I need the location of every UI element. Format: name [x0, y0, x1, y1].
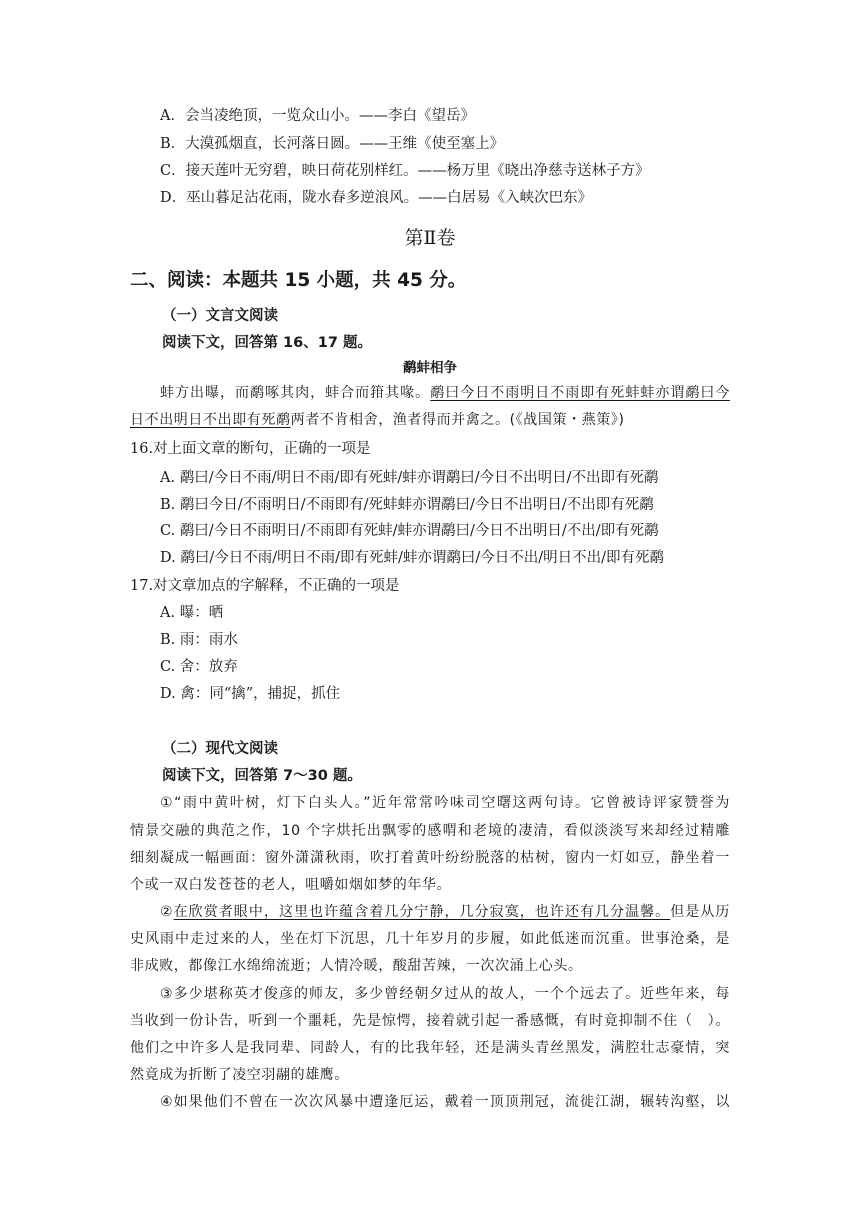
paragraph-2-line: 史风雨中走过来的人，坐在灯下沉思，几十年岁月的步履，如此低迷而沉重。世事沧桑，是 — [130, 931, 730, 947]
paragraph-3-line: 当收到一份讣告，听到一个噩耗，先是惊愕，接着就引起一番感慨，有时竟抑制不住（ ）。 — [130, 1013, 730, 1029]
q16-option-b: B. 鹬曰今日/不雨明日/不雨即有/死蚌蚌亦谓鹬曰/今日不出明日/不出即有死鹬 — [160, 497, 654, 513]
passage-line-2 — [130, 410, 625, 430]
underlined-sentence: 在欣赏者眼中，这里也许蕴含着几分宁静，几分寂寞，也许还有几分温馨。 — [173, 904, 671, 920]
passage-plain-text: 两者不肯相舍，渔者得而并禽之。(《战国策・燕策》) — [290, 412, 625, 428]
paragraph-1-line: 情景交融的典范之作，10 个字烘托出飘零的感喟和老境的凄清，看似淡淡写来却经过精雕 — [130, 823, 730, 839]
paragraph-2-line — [160, 902, 730, 922]
passage-title: 鹬蚌相争 — [403, 360, 457, 376]
paragraph-4-line: ④如果他们不曾在一次次风暴中遭逢厄运，戴着一顶顶荆冠，流徙江湖，辗转沟壑，以 — [160, 1094, 730, 1110]
paragraph-number: ② — [160, 904, 174, 920]
q16-option-a: A. 鹬曰/今日不雨/明日不雨/即有死蚌/蚌亦谓鹬曰/今日不出明日/不出即有死鹬 — [160, 470, 659, 486]
q17-stem: 17.对文章加点的字解释，不正确的一项是 — [130, 578, 400, 594]
q15-option-b: B．大漠孤烟直，长河落日圆。——王维《使至塞上》 — [160, 136, 505, 152]
volume-title: 第Ⅱ卷 — [404, 227, 456, 249]
paragraph-1-line: ①“雨中黄叶树，灯下白头人。”近年常常吟味司空曙这两句诗。它曾被诗评家赞誉为 — [160, 795, 730, 811]
q16-option-d: D. 鹬曰/今日不雨/明日不雨/即有死蚌/蚌亦谓鹬曰/今日不出/明日不出/即有死鹬 — [160, 550, 665, 566]
passage-underlined-text: 日不出明日不出即有死鹬 — [130, 412, 291, 428]
q15-option-a: A．会当凌绝顶，一览众山小。——李白《望岳》 — [160, 108, 475, 124]
paragraph-3-line: ③多少堪称英才俊彦的师友，多少曾经朝夕过从的故人，一个个远去了。近些年来，每 — [160, 986, 730, 1002]
paragraph-2-line: 非成败，都像江水绵绵流逝；人情冷暖，酸甜苦辣，一次次涌上心头。 — [130, 958, 583, 974]
q17-option-a: A. 曝：晒 — [160, 605, 224, 621]
q16-stem: 16.对上面文章的断句，正确的一项是 — [130, 441, 371, 457]
classical-instruction: 阅读下文，回答第 16、17 题。 — [162, 335, 372, 351]
passage-line-1 — [160, 383, 730, 403]
paragraph-3-line: 他们之中许多人是我同辈、同龄人，有的比我年轻，还是满头青丝黑发，满腔壮志豪情，突 — [130, 1040, 730, 1056]
q15-option-d: D．巫山暮足沾花雨，陇水春多逆浪风。——白居易《入峡次巴东》 — [160, 190, 593, 206]
paragraph-1-line: 细刻凝成一幅画面：窗外潇潇秋雨，吹打着黄叶纷纷脱落的枯树，窗内一灯如豆，静坐着一 — [130, 850, 730, 866]
q15-option-c: C．接天莲叶无穷碧，映日荷花别样红。——杨万里《晓出净慈寺送林子方》 — [160, 163, 650, 179]
q17-option-c: C. 舍：放弃 — [160, 659, 238, 675]
q17-option-d: D. 禽：同“擒”，捕捉，抓住 — [160, 686, 341, 702]
paragraph-3-line: 然竟成为折断了凌空羽翮的雄鹰。 — [130, 1067, 349, 1083]
paragraph-1-line: 个或一双白发苍苍的老人，咀嚼如烟如梦的年华。 — [130, 877, 452, 893]
section-title: 二、阅读：本题共 15 小题，共 45 分。 — [130, 270, 467, 291]
passage-plain-text: 蚌方出曝，而鹬啄其肉，蚌合而箝其喙。 — [160, 385, 431, 401]
passage-underlined-text: 鹬曰今日不雨明日不雨即有死蚌蚌亦谓鹬曰今 — [430, 385, 730, 401]
paragraph-text: 但是从历 — [670, 904, 730, 920]
q17-option-b: B. 雨：雨水 — [160, 632, 238, 648]
classical-subtitle: （一）文言文阅读 — [162, 308, 278, 324]
modern-instruction: 阅读下文，回答第 7～30 题。 — [162, 768, 362, 784]
q16-option-c: C. 鹬曰/今日不雨明日/不雨即有死蚌/蚌亦谓鹬曰/今日不出明日/不出/即有死鹬 — [160, 523, 659, 539]
modern-subtitle: （二）现代文阅读 — [162, 741, 278, 757]
